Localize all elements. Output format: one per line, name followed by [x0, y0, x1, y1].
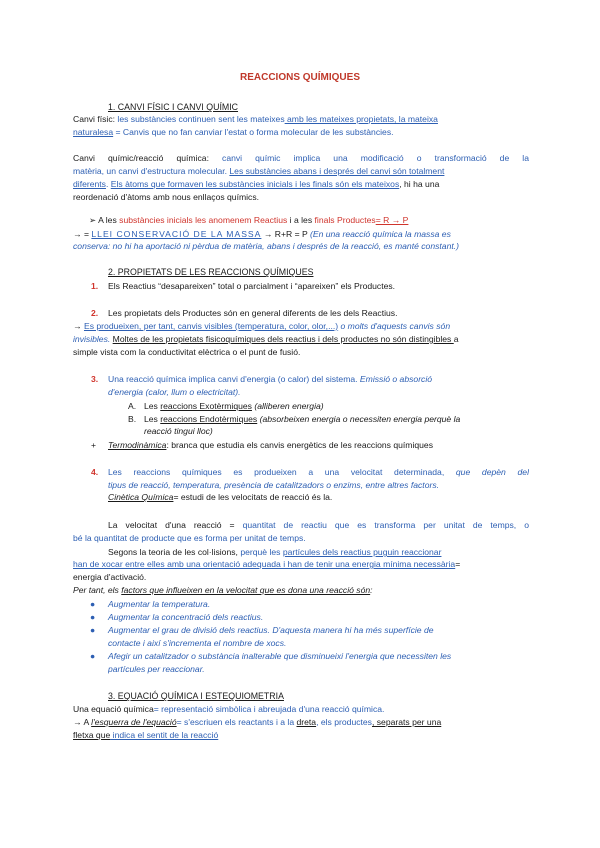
propietat-2: 2. Les propietats dels Productes són en general diferents de les dels Reactius.	[91, 308, 398, 318]
canvi-quimic-line4: reordenació d'àtoms amb nous enllaços químics.	[73, 192, 260, 202]
propietat-4-line2: tipus de reacció, temperatura, presència de catalitzadors o enzims, entre altres factors.	[108, 480, 440, 490]
factors-intro: Per tant, els factors que influeixen en la velocitat que es dona una reacció són:	[73, 585, 373, 595]
llei-conservacio-line1: → = LLEI CONSERVACIÓ DE LA MASSA → R+R = P (En una reacció química la massa es	[73, 229, 451, 239]
endotermiques-line1: B. Les reaccions Endotèrmiques (absorbeixen energia o necessiten energia perquè la	[128, 414, 461, 424]
velocitat-line1: La velocitat d'una reacció = quantitat de reactiu que es transforma per unitat de temps, o	[108, 520, 529, 530]
propietat-3-line2: d'energia (calor, llum o electricitat).	[108, 387, 241, 397]
canvi-fisic-line1: Canvi físic: les substàncies continuen sent les mateixes amb les mateixes propietats, la mateixa	[73, 114, 438, 124]
canvi-quimic-line1: Canvi químic/reacció química: canvi químic implica una modificació o transformació de la	[73, 153, 529, 163]
col-lisions-line1: Segons la teoria de les col·lisions, perquè les partícules dels reactius puguin reaccionar	[108, 547, 442, 557]
factor-item: ● Augmentar el grau de divisió dels reactius. D'aquesta manera hi ha més superfície de	[90, 625, 434, 635]
section-1-heading: 1. CANVI FÍSIC I CANVI QUÍMIC	[108, 102, 239, 112]
bullet-dot-icon: ●	[90, 625, 96, 635]
equacio-definicio: Una equació química= representació simbòlica i abreujada d'una reacció química.	[73, 704, 385, 714]
propietat-2-detail-line1: → Es produeixen, per tant, canvis visibles (temperatura, color, olor,...) o molts d'aquests canvis són	[73, 321, 451, 331]
factor-item: ● Afegir un catalitzador o substància inalterable que disminueixi l'energia que necessiten les	[90, 651, 452, 661]
canvi-fisic-line2: naturalesa = Canvis que no fan canviar l'estat o forma molecular de les substàncies.	[73, 127, 394, 137]
canvi-quimic-line3: diferents. Els àtoms que formaven les substàncies inicials i les finals són els mateixos, hi ha una	[73, 179, 440, 189]
propietat-3-line1: 3. Una reacció química implica canvi d'energia (o calor) del sistema. Emissió o absorció	[91, 374, 433, 384]
factor-item: ● Augmentar la concentració dels reactius.	[90, 612, 264, 622]
arrow-bullet-icon: ➢	[89, 215, 97, 225]
bullet-dot-icon: ●	[90, 599, 96, 609]
propietat-1: 1. Els Reactius “desapareixen” total o parcialment i “apareixen” els Productes.	[91, 281, 396, 291]
section-2-heading: 2. PROPIETATS DE LES REACCIONS QUÍMIQUES	[108, 267, 314, 277]
canvi-quimic-line2: matèria, un canvi d'estructura molecular. Les substàncies abans i després del canvi són totalment	[73, 166, 445, 176]
propietat-2-detail-line3: simple vista com la conductivitat elèctrica o el punt de fusió.	[73, 347, 301, 357]
col-lisions-line3: energia d'activació.	[73, 572, 147, 582]
propietat-2-detail-line2: invisibles. Moltes de les propietats fisicoquímiques dels reactius i dels productes no són distingibles a	[73, 334, 459, 344]
col-lisions-line2: han de xocar entre elles amb una orientació adequada i han de tenir una energia mínima necessària=	[73, 559, 461, 569]
velocitat-line2: bé la quantitat de producte que es forma per unitat de temps.	[73, 533, 306, 543]
bullet-dot-icon: ●	[90, 612, 96, 622]
equacio-line2: → A l'esquerra de l'equació= s'escriuen els reactants i a la dreta, els productes, separats per una	[73, 717, 442, 727]
endotermiques-line2: reacció tingui lloc)	[144, 426, 213, 436]
propietat-4-line1: 4. Les reaccions químiques es produeixen a una velocitat determinada, que depèn del	[91, 467, 529, 477]
reactius-productes-line: ➢ A les substàncies inicials les anomenem Reactius i a les finals Productes= R → P	[89, 215, 409, 225]
bullet-dot-icon: ●	[90, 651, 96, 661]
factor-item: ● Augmentar la temperatura.	[90, 599, 211, 609]
equacio-line3: fletxa que indica el sentit de la reacció	[73, 730, 219, 740]
page-title: REACCIONS QUÍMIQUES	[239, 72, 360, 83]
llei-conservacio-line2: conserva: no hi ha aportació ni pèrdua de matèria, abans i després de la reacció, es manté constant.)	[73, 241, 459, 251]
factor-item-continued: contacte i així s'incrementa el nombre de xocs.	[108, 638, 287, 648]
exotermiques: A. Les reaccions Exotèrmiques (alliberen energia)	[128, 401, 324, 411]
section-3-heading: 3. EQUACIÓ QUÍMICA I ESTEQUIOMETRIA	[108, 691, 284, 701]
factor-item-continued: partícules per reaccionar.	[108, 664, 205, 674]
termodinamica: + Termodinàmica: branca que estudia els canvis energètics de les reaccions químiques	[91, 440, 433, 450]
cinetica-quimica: Cinètica Química= estudi de les velocitats de reacció és la.	[108, 492, 333, 502]
